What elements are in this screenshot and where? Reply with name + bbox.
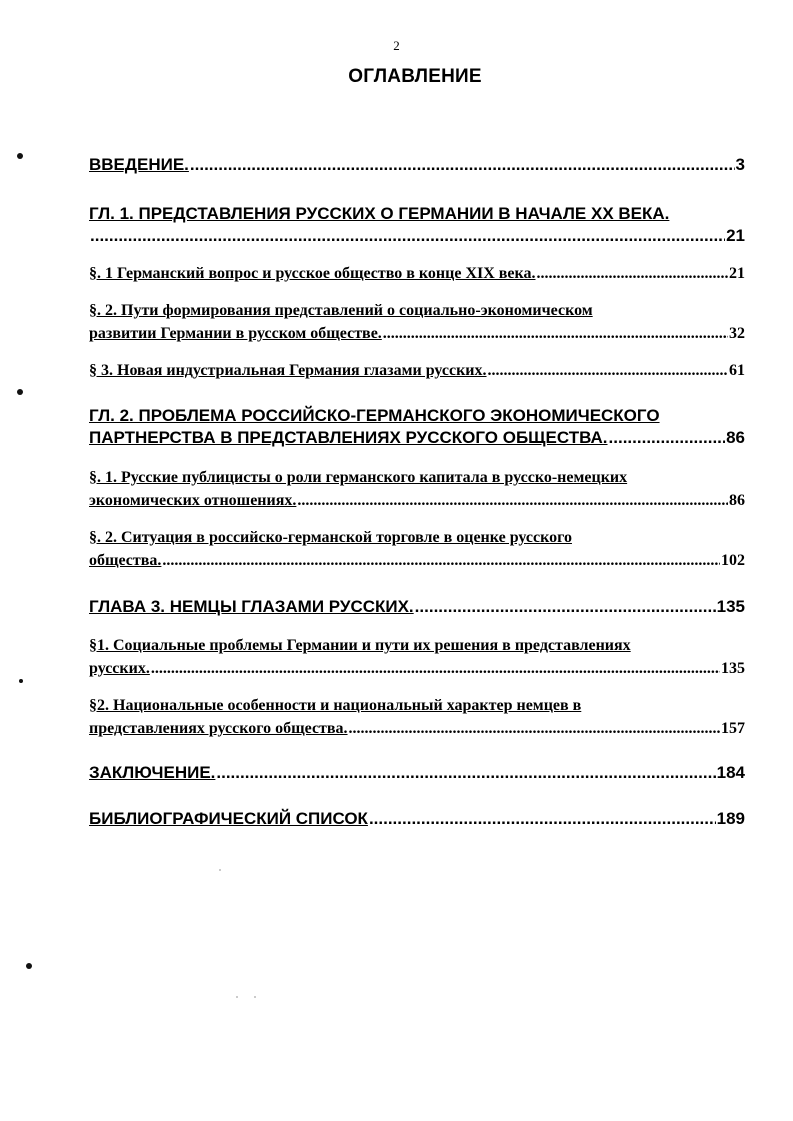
binder-mark (17, 389, 23, 395)
toc-entry-label: §. 1 Германский вопрос и русское общество в конце XIX века. (89, 265, 536, 282)
toc-entry-page: 86 (726, 428, 745, 447)
toc-entry-chapter-3-section-1[interactable] (89, 634, 745, 680)
toc-entry-label-line1: §2. Национальные особенности и национальный характер немцев в (89, 697, 582, 714)
toc-entry-label: ЗАКЛЮЧЕНИЕ. (89, 763, 216, 782)
toc-entry-label-line2: представлениях русского общества. (89, 720, 348, 737)
toc-entry-page: 189 (716, 809, 745, 828)
binder-mark (26, 963, 32, 969)
toc-entry-page: 61 (729, 362, 745, 379)
toc-entry-introduction[interactable] (89, 154, 745, 176)
toc-entry-page: 21 (726, 226, 745, 245)
binder-mark (19, 679, 23, 683)
toc-entry-chapter-1[interactable] (89, 203, 745, 247)
page-number: 2 (393, 38, 400, 53)
toc-entry-chapter-3-section-2[interactable] (89, 694, 745, 740)
toc-entry-label-line2: ПАРТНЕРСТВА В ПРЕДСТАВЛЕНИЯХ РУССКОГО ОБЩЕСТВА. (89, 428, 608, 447)
scan-speck (219, 869, 221, 871)
binder-mark (17, 153, 23, 159)
toc-entry-page: 32 (729, 325, 745, 342)
toc-entry-label: ГЛАВА 3. НЕМЦЫ ГЛАЗАМИ РУССКИХ. (89, 597, 414, 616)
toc-entry-page: 157 (721, 720, 745, 737)
toc-entry-chapter-1-section-2[interactable] (89, 299, 745, 345)
toc-entry-chapter-2-section-1[interactable] (89, 466, 745, 512)
toc-entry-label-line2: развитии Германии в русском обществе. (89, 325, 382, 342)
scan-speck (254, 996, 256, 998)
toc-entry-chapter-2-section-2[interactable] (89, 526, 745, 572)
toc-entry-chapter-1-section-3[interactable] (89, 359, 745, 382)
toc-entry-label-line2: экономических отношениях. (89, 492, 297, 509)
toc-entry-page: 102 (721, 552, 745, 569)
toc-title: ОГЛАВЛЕНИЕ (348, 66, 482, 87)
toc-entry-label-line2: русских. (89, 660, 150, 677)
toc-entry-chapter-1-section-1[interactable] (89, 262, 745, 285)
toc-entry-label: БИБЛИОГРАФИЧЕСКИЙ СПИСОК (89, 809, 368, 828)
toc-entry-label-line1: §1. Социальные проблемы Германии и пути их решения в представлениях (89, 637, 631, 654)
toc-entry-label: ГЛ. 1. ПРЕДСТАВЛЕНИЯ РУССКИХ О ГЕРМАНИИ В НАЧАЛЕ XX ВЕКА. (89, 204, 670, 223)
toc-entry-page: 86 (729, 492, 745, 509)
scan-speck (236, 996, 238, 998)
toc-entry-label-line1: ГЛ. 2. ПРОБЛЕМА РОССИЙСКО-ГЕРМАНСКОГО ЭКОНОМИЧЕСКОГО (89, 406, 660, 425)
toc-entry-label: ВВЕДЕНИЕ. (89, 155, 189, 174)
toc-entry-chapter-3[interactable] (89, 596, 745, 618)
toc-entry-bibliography[interactable] (89, 808, 745, 830)
toc-entry-chapter-2[interactable] (89, 405, 745, 449)
toc-entry-page: 184 (716, 763, 745, 782)
toc-entry-conclusion[interactable] (89, 762, 745, 784)
toc-entry-page: 135 (721, 660, 745, 677)
toc-entry-page: 3 (735, 155, 745, 174)
toc-entry-label-line2: общества. (89, 552, 162, 569)
toc-entry-label: § 3. Новая индустриальная Германия глазами русских. (89, 362, 487, 379)
toc-entry-label-line1: §. 2. Ситуация в российско-германской торговле в оценке русского (89, 529, 572, 546)
toc-entry-label-line1: §. 1. Русские публицисты о роли германского капитала в русско-немецких (89, 469, 628, 486)
toc-entry-page: 21 (729, 265, 745, 282)
toc-entry-label-line1: §. 2. Пути формирования представлений о социально-экономическом (89, 302, 593, 319)
toc-entry-page: 135 (716, 597, 745, 616)
